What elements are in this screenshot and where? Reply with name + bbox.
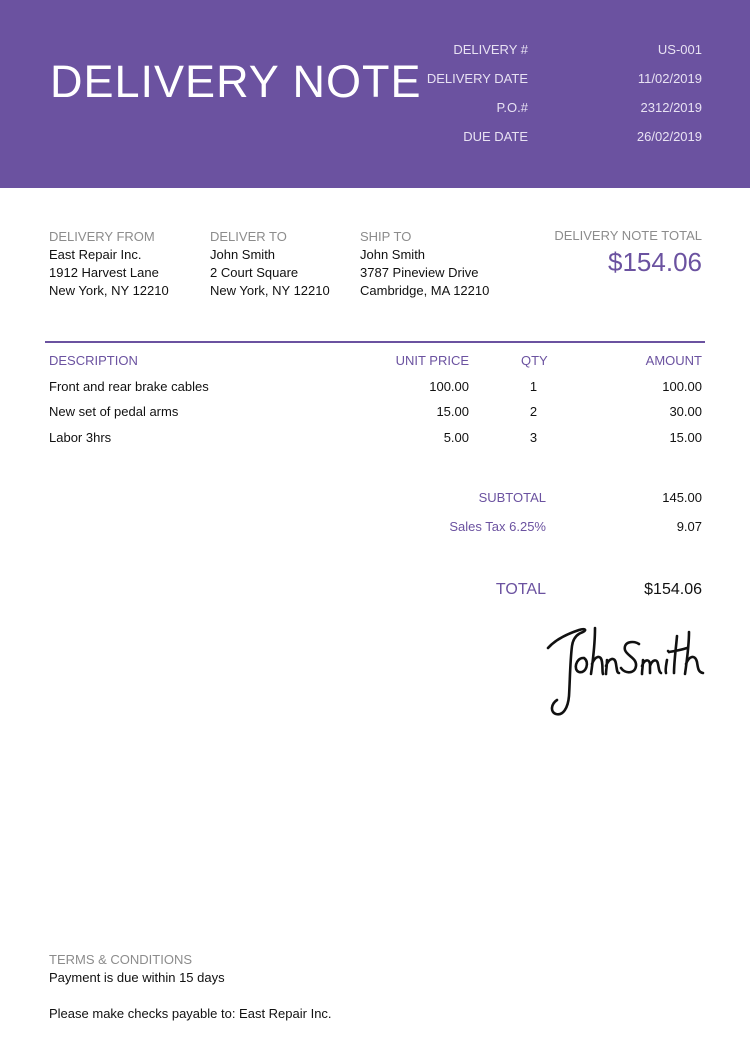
row-description: New set of pedal arms [49,404,179,419]
address-line: East Repair Inc. [49,247,142,262]
header-qty: QTY [521,353,548,368]
header-unit-price: UNIT PRICE [395,353,469,368]
header-band [0,0,750,188]
total-label: TOTAL [495,581,546,598]
signature-image [543,618,709,720]
total-value: $154.06 [644,581,702,598]
document-title: DELIVERY NOTE [50,56,422,107]
table-header-row [49,353,702,379]
row-amount: 30.00 [669,404,702,419]
address-line: John Smith [360,247,426,262]
table-row [49,404,702,430]
subtotal-value: 145.00 [662,490,702,505]
address-line: 2 Court Square [210,265,299,280]
meta-value: 2312/2019 [640,100,702,115]
row-unit-price: 15.00 [436,404,469,419]
meta-label: P.O.# [496,100,528,115]
meta-value: 11/02/2019 [637,71,702,86]
tax-value: 9.07 [676,519,702,534]
terms-label: TERMS & CONDITIONS [49,952,193,967]
tax-label: Sales Tax 6.25% [449,519,546,534]
row-description: Front and rear brake cables [49,378,209,394]
meta-label: DELIVERY DATE [426,71,528,86]
meta-row-po-number [450,100,702,129]
deliver-to-block [210,228,330,300]
row-qty: 1 [529,378,538,394]
row-unit-price: 100.00 [429,378,469,394]
delivery-meta [426,42,702,158]
items-table [49,353,702,455]
address-line: New York, NY 12210 [210,283,330,298]
meta-value: 26/02/2019 [636,129,702,144]
terms-line: Please make checks payable to: East Repair Inc. [49,1006,332,1021]
subtotal-label: SUBTOTAL [478,490,546,505]
ship-to-label: SHIP TO [360,229,412,244]
meta-value: US-001 [657,42,702,57]
ship-to-block [360,228,489,300]
table-row [49,379,702,405]
meta-label: DELIVERY # [453,42,528,57]
delivery-note-total-label: DELIVERY NOTE TOTAL [554,228,702,243]
address-line: John Smith [210,247,276,262]
address-line: Cambridge, MA 12210 [360,283,490,298]
address-line: New York, NY 12210 [49,283,169,298]
deliver-to-label: DELIVER TO [210,229,287,244]
meta-label: DUE DATE [463,129,528,144]
terms-line: Payment is due within 15 days [49,970,225,985]
meta-row-delivery-number [450,42,702,71]
delivery-from-label: DELIVERY FROM [49,229,155,244]
row-qty: 3 [529,429,538,445]
delivery-from-block [49,228,169,300]
meta-row-due-date [450,129,702,158]
row-description: Labor 3hrs [49,429,112,445]
terms-block [49,951,332,1023]
row-amount: 15.00 [669,429,702,445]
table-divider [45,341,705,343]
row-unit-price: 5.00 [443,429,469,445]
table-row [49,430,702,456]
address-line: 1912 Harvest Lane [49,265,159,280]
row-qty: 2 [529,404,538,419]
delivery-note-total-value: $154.06 [608,247,702,277]
header-description: DESCRIPTION [49,353,138,368]
meta-row-delivery-date [426,71,702,100]
row-amount: 100.00 [662,378,702,394]
address-line: 3787 Pineview Drive [360,265,479,280]
header-amount: AMOUNT [645,353,702,368]
delivery-note-total-block [554,228,702,278]
